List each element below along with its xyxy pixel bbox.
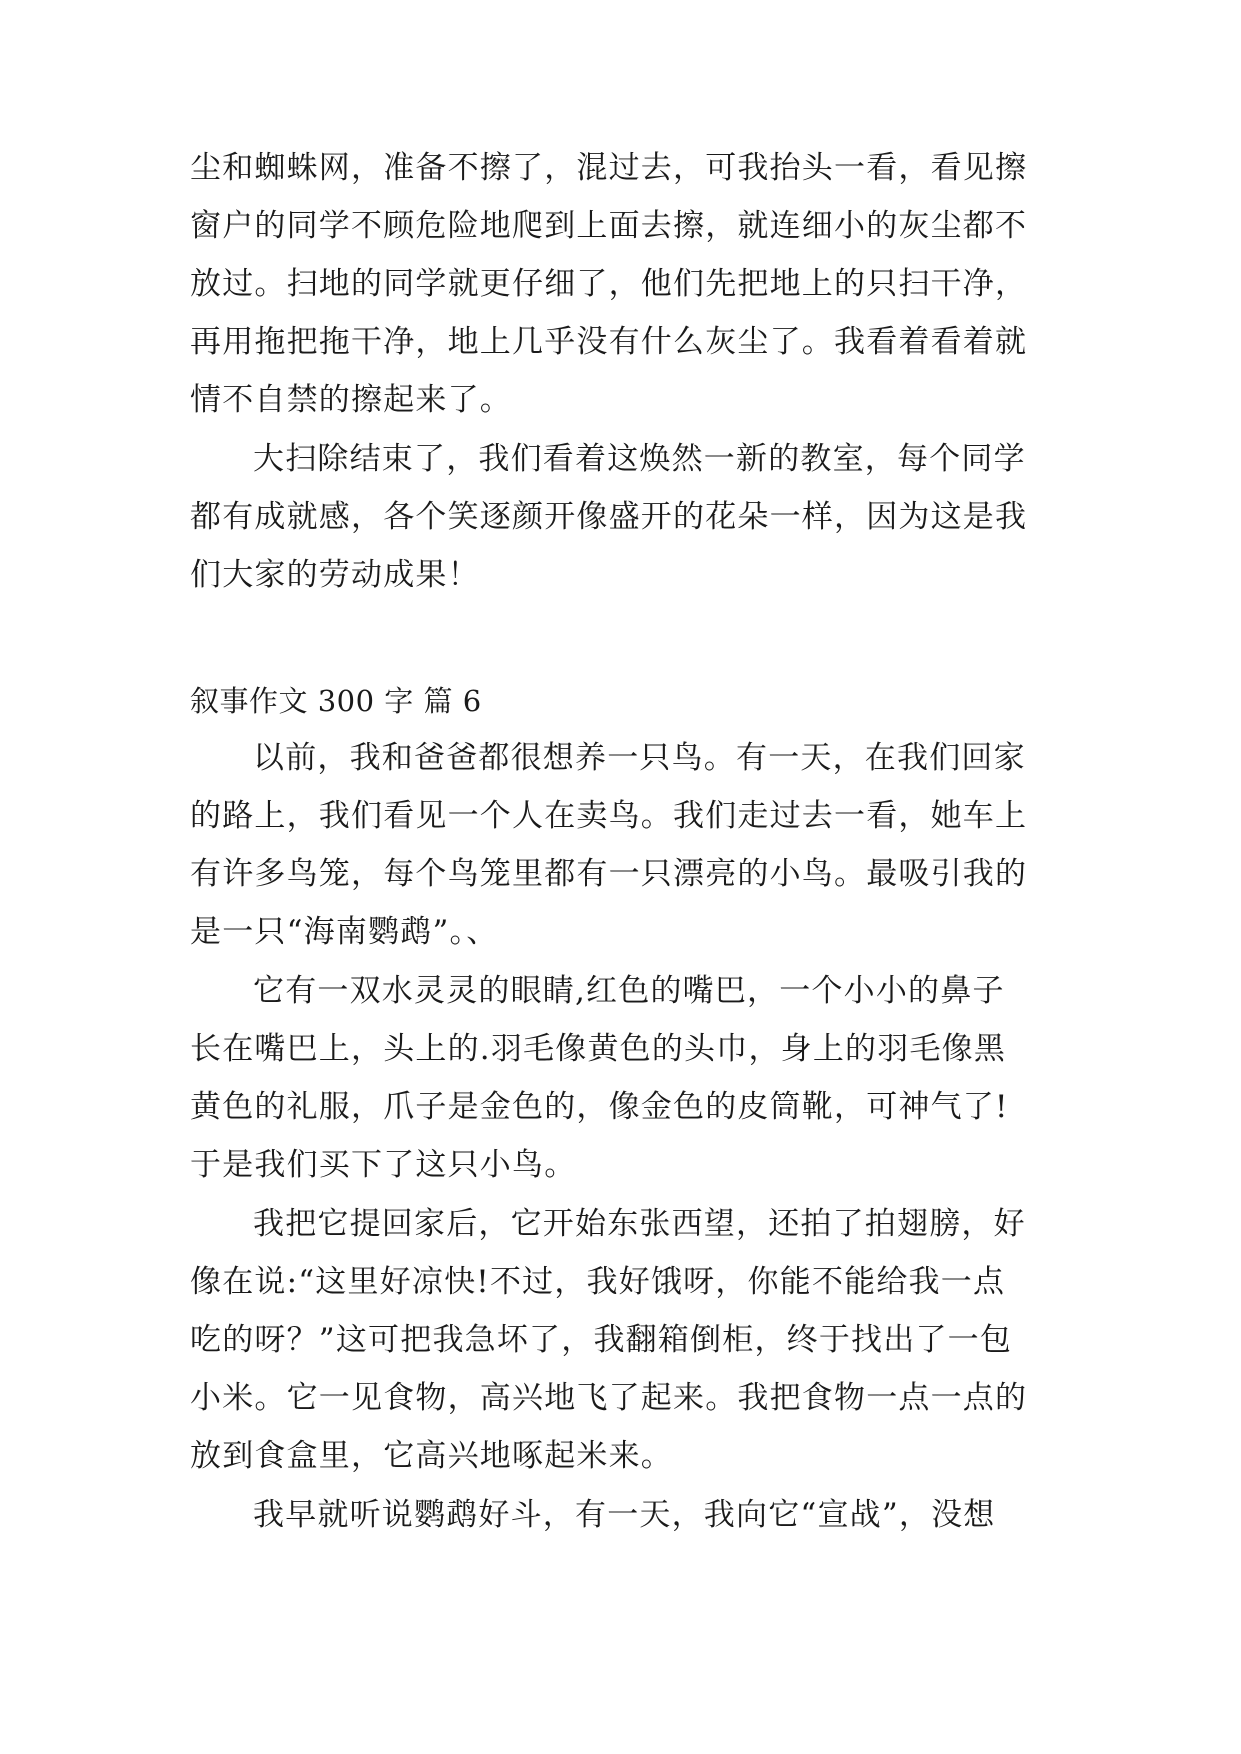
text-line: 再用拖把拖干净，地上几乎没有什么灰尘了。我看着看着就: [190, 324, 1028, 360]
text-line: 大扫除结束了，我们看着这焕然一新的教室，每个同学: [253, 441, 1026, 477]
text-line: 于是我们买下了这只小鸟。: [190, 1147, 577, 1183]
text-line: 情不自禁的擦起来了。: [190, 382, 512, 418]
text-line: 放过。扫地的同学就更仔细了，他们先把地上的只扫干净，: [190, 266, 1028, 302]
text-line: 黄色的礼服，爪子是金色的，像金色的皮筒靴，可神气了!: [190, 1089, 1009, 1125]
text-line: 以前，我和爸爸都很想养一只鸟。有一天，在我们回家: [253, 740, 1026, 776]
text-line: 尘和蜘蛛网，准备不擦了，混过去，可我抬头一看，看见擦: [190, 150, 1028, 186]
text-line: 放到食盒里，它高兴地啄起米来。: [190, 1438, 673, 1474]
text-line: 窗户的同学不顾危险地爬到上面去擦，就连细小的灰尘都不: [190, 208, 1028, 244]
text-line: 我早就听说鹦鹉好斗，有一天，我向它“宣战”，没想: [253, 1497, 996, 1533]
text-line: 长在嘴巴上，头上的.羽毛像黄色的头巾，身上的羽毛像黑: [190, 1031, 1007, 1067]
text-line: 像在说:“这里好凉快!不过，我好饿呀，你能不能给我一点: [190, 1264, 1006, 1300]
text-line: 是一只“海南鹦鹉”。、: [190, 914, 499, 950]
text-line: 有许多鸟笼，每个鸟笼里都有一只漂亮的小鸟。最吸引我的: [190, 856, 1028, 892]
text-line: 吃的呀？”这可把我急坏了，我翻箱倒柜，终于找出了一包: [190, 1322, 1013, 1358]
text-line: 们大家的劳动成果！: [190, 557, 480, 593]
text-line: 我把它提回家后，它开始东张西望，还拍了拍翅膀，好: [253, 1206, 1026, 1242]
text-line: 它有一双水灵灵的眼睛,红色的嘴巴，一个小小的鼻子: [253, 973, 1005, 1009]
text-line: 小米。它一见食物，高兴地飞了起来。我把食物一点一点的: [190, 1380, 1028, 1416]
section-title: 叙事作文 300 字 篇 6: [190, 684, 482, 718]
text-line: 的路上，我们看见一个人在卖鸟。我们走过去一看，她车上: [190, 798, 1028, 834]
text-line: 都有成就感，各个笑逐颜开像盛开的花朵一样，因为这是我: [190, 499, 1028, 535]
